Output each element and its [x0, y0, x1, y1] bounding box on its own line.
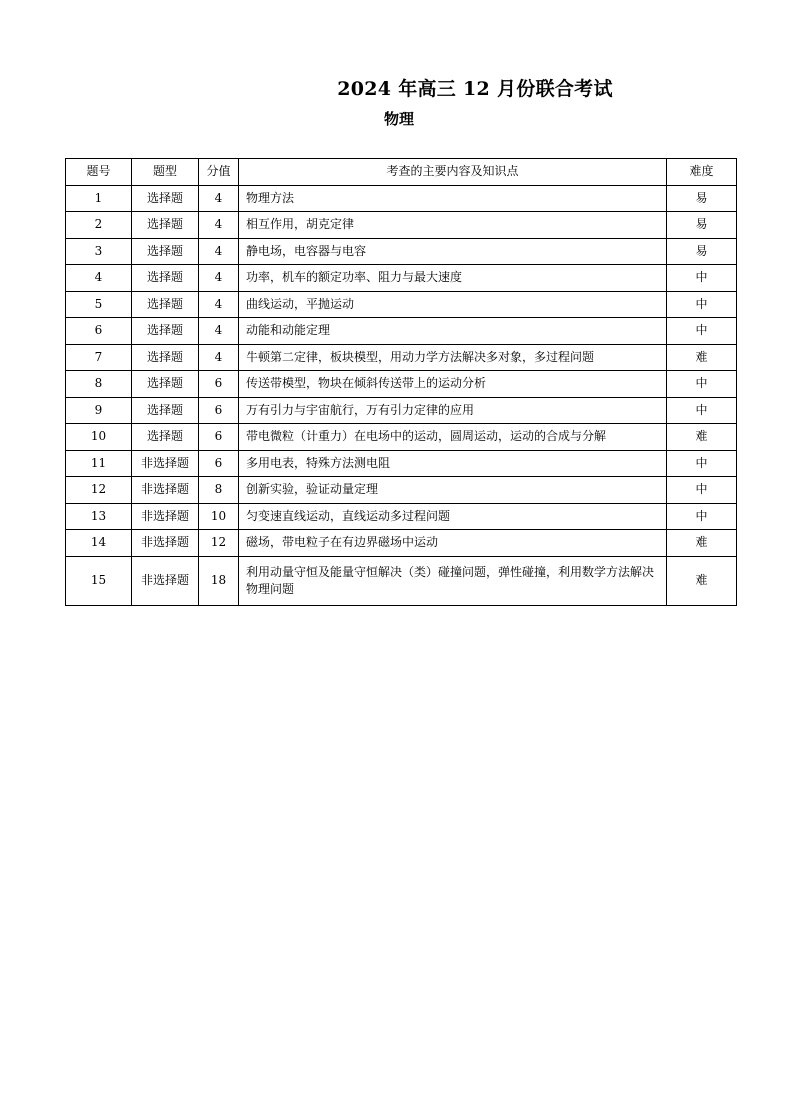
cell-content: 多用电表，特殊方法测电阻 [239, 450, 667, 477]
cell-content: 功率，机车的额定功率、阻力与最大速度 [239, 265, 667, 292]
cell-content: 创新实验，验证动量定理 [239, 477, 667, 504]
cell-difficulty: 中 [667, 397, 737, 424]
cell-number: 3 [66, 238, 132, 265]
cell-content: 动能和动能定理 [239, 318, 667, 345]
cell-number: 6 [66, 318, 132, 345]
table-row [66, 477, 737, 504]
cell-number: 7 [66, 344, 132, 371]
cell-score: 4 [199, 344, 239, 371]
cell-content: 传送带模型，物块在倾斜传送带上的运动分析 [239, 371, 667, 398]
cell-number: 2 [66, 212, 132, 239]
cell-number: 15 [66, 556, 132, 605]
cell-type: 选择题 [132, 185, 199, 212]
cell-number: 13 [66, 503, 132, 530]
cell-difficulty: 中 [667, 265, 737, 292]
cell-difficulty: 中 [667, 291, 737, 318]
cell-content: 相互作用，胡克定律 [239, 212, 667, 239]
cell-score: 4 [199, 291, 239, 318]
cell-number: 4 [66, 265, 132, 292]
cell-score: 6 [199, 424, 239, 451]
cell-difficulty: 易 [667, 185, 737, 212]
cell-type: 非选择题 [132, 530, 199, 557]
cell-content: 磁场，带电粒子在有边界磁场中运动 [239, 530, 667, 557]
table-row [66, 318, 737, 345]
cell-score: 4 [199, 185, 239, 212]
cell-content: 匀变速直线运动，直线运动多过程问题 [239, 503, 667, 530]
table-row [66, 344, 737, 371]
cell-type: 非选择题 [132, 503, 199, 530]
cell-number: 12 [66, 477, 132, 504]
cell-content: 牛顿第二定律，板块模型，用动力学方法解决多对象，多过程问题 [239, 344, 667, 371]
cell-number: 9 [66, 397, 132, 424]
column-header-score: 分值 [199, 159, 239, 186]
cell-score: 8 [199, 477, 239, 504]
table-row [66, 530, 737, 557]
cell-difficulty: 难 [667, 344, 737, 371]
cell-type: 选择题 [132, 212, 199, 239]
exam-analysis-table [65, 158, 737, 606]
table-row [66, 424, 737, 451]
cell-type: 选择题 [132, 291, 199, 318]
table-row [66, 265, 737, 292]
cell-content: 静电场，电容器与电容 [239, 238, 667, 265]
cell-type: 选择题 [132, 397, 199, 424]
table-row [66, 503, 737, 530]
cell-type: 选择题 [132, 238, 199, 265]
cell-type: 选择题 [132, 318, 199, 345]
table-header-row [66, 159, 737, 186]
cell-type: 非选择题 [132, 450, 199, 477]
table-row [66, 397, 737, 424]
cell-type: 选择题 [132, 371, 199, 398]
cell-content: 利用动量守恒及能量守恒解决（类）碰撞问题，弹性碰撞，利用数学方法解决物理问题 [239, 556, 667, 605]
column-header-type: 题型 [132, 159, 199, 186]
cell-difficulty: 易 [667, 212, 737, 239]
cell-difficulty: 难 [667, 556, 737, 605]
column-header-number: 题号 [66, 159, 132, 186]
cell-number: 1 [66, 185, 132, 212]
cell-difficulty: 中 [667, 318, 737, 345]
cell-score: 6 [199, 397, 239, 424]
cell-type: 选择题 [132, 344, 199, 371]
table-row [66, 450, 737, 477]
cell-type: 选择题 [132, 424, 199, 451]
cell-difficulty: 中 [667, 371, 737, 398]
cell-content: 万有引力与宇宙航行，万有引力定律的应用 [239, 397, 667, 424]
document-title [0, 74, 800, 101]
table-row [66, 238, 737, 265]
cell-difficulty: 中 [667, 450, 737, 477]
cell-number: 10 [66, 424, 132, 451]
cell-score: 4 [199, 318, 239, 345]
cell-score: 4 [199, 265, 239, 292]
cell-number: 8 [66, 371, 132, 398]
column-header-content: 考查的主要内容及知识点 [239, 159, 667, 186]
cell-content: 物理方法 [239, 185, 667, 212]
cell-type: 非选择题 [132, 477, 199, 504]
cell-score: 10 [199, 503, 239, 530]
cell-difficulty: 易 [667, 238, 737, 265]
document-title-text: 2024 年高三 12 月份联合考试 [337, 78, 613, 100]
subject-label: 物理 [384, 110, 415, 128]
cell-score: 18 [199, 556, 239, 605]
column-header-difficulty: 难度 [667, 159, 737, 186]
cell-type: 选择题 [132, 265, 199, 292]
table-row [66, 556, 737, 605]
cell-score: 6 [199, 371, 239, 398]
cell-content: 曲线运动，平抛运动 [239, 291, 667, 318]
table-row [66, 371, 737, 398]
cell-number: 11 [66, 450, 132, 477]
table-row [66, 291, 737, 318]
cell-number: 5 [66, 291, 132, 318]
cell-score: 6 [199, 450, 239, 477]
cell-score: 12 [199, 530, 239, 557]
cell-score: 4 [199, 238, 239, 265]
cell-score: 4 [199, 212, 239, 239]
cell-difficulty: 难 [667, 530, 737, 557]
cell-number: 14 [66, 530, 132, 557]
table-row [66, 185, 737, 212]
table-row [66, 212, 737, 239]
cell-difficulty: 难 [667, 424, 737, 451]
cell-difficulty: 中 [667, 477, 737, 504]
cell-difficulty: 中 [667, 503, 737, 530]
cell-content: 带电微粒（计重力）在电场中的运动，圆周运动，运动的合成与分解 [239, 424, 667, 451]
cell-type: 非选择题 [132, 556, 199, 605]
